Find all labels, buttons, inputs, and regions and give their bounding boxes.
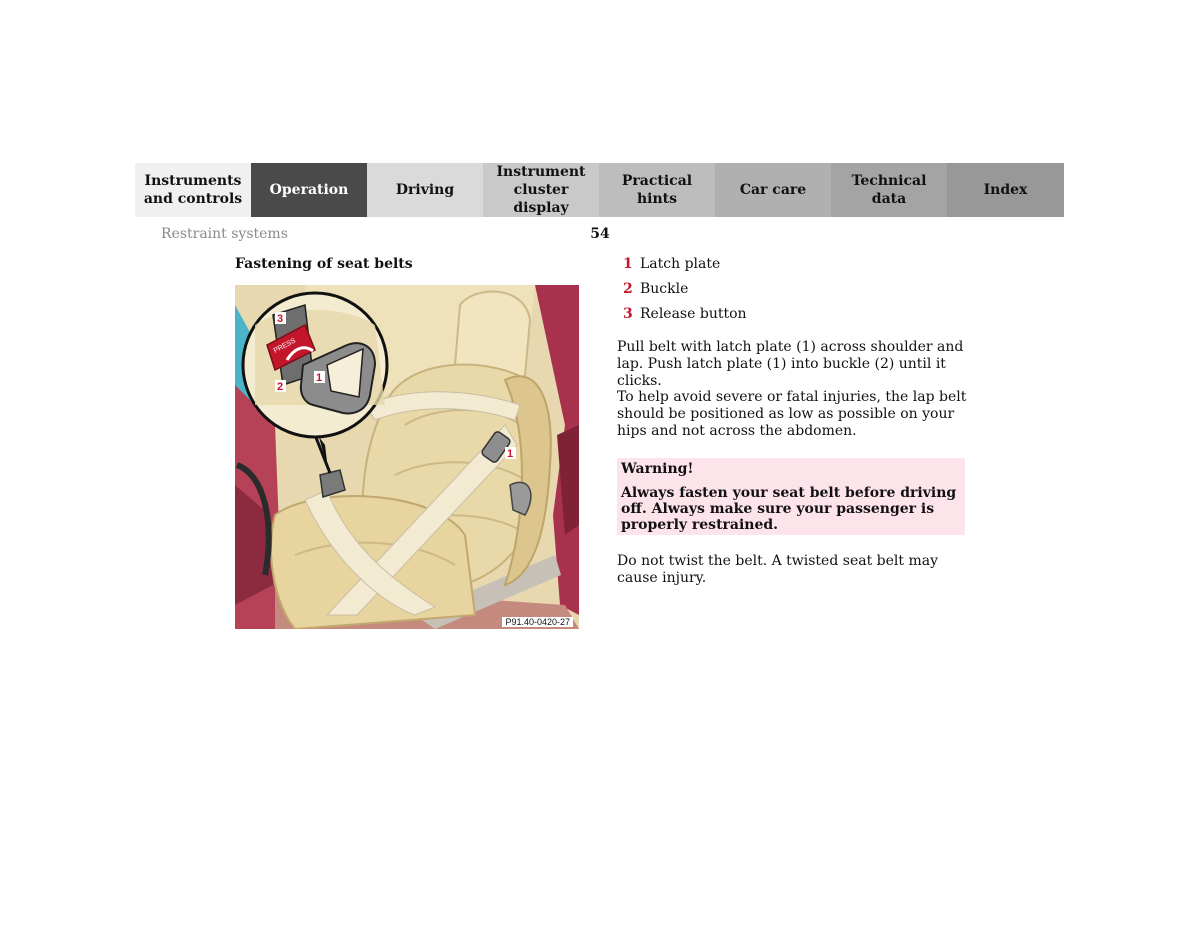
- lap-belt-paragraph: To help avoid severe or fatal injuries, the lap belt should be positioned as low as possible on your hips and not across the abdomen.: [617, 389, 967, 439]
- warning-title: Warning!: [621, 461, 694, 477]
- legend-item: [623, 256, 747, 281]
- press-label: PRESS: [272, 337, 297, 355]
- instruction-paragraph: Pull belt with latch plate (1) across shoulder and lap. Push latch plate (1) into buckle (2) until it clicks.: [617, 339, 964, 389]
- tab-practical-hints[interactable]: Practical hints: [599, 163, 715, 217]
- section-title: Restraint systems: [161, 226, 288, 242]
- legend-number: 2: [623, 281, 633, 297]
- legend-number: 3: [623, 306, 633, 322]
- seat-belt-drawing: [235, 285, 579, 629]
- callout-1-zoom: 1: [316, 372, 323, 384]
- tab-technical-data[interactable]: Technical data: [831, 163, 947, 217]
- tab-driving[interactable]: Driving: [367, 163, 483, 217]
- warning-text: Always fasten your seat belt before driving off. Always make sure your passenger is properly restrained.: [621, 485, 957, 533]
- legend-item: [623, 306, 747, 331]
- seat-belt-illustration: [235, 285, 579, 629]
- legend-item: [623, 281, 747, 306]
- warning-box: [617, 458, 965, 535]
- callout-1-seat: 1: [507, 448, 514, 460]
- tab-operation[interactable]: Operation: [251, 163, 367, 217]
- legend-number: 1: [623, 256, 633, 272]
- callout-3: 3: [277, 313, 284, 325]
- legend-label: Buckle: [640, 281, 689, 297]
- page-heading: Fastening of seat belts: [235, 256, 413, 272]
- tab-index[interactable]: Index: [947, 163, 1064, 217]
- chapter-tabs: [135, 163, 1064, 217]
- legend-label: Release button: [640, 306, 747, 322]
- page-number: 54: [590, 226, 610, 242]
- callout-2: 2: [277, 381, 284, 393]
- tab-car-care[interactable]: Car care: [715, 163, 831, 217]
- legend-label: Latch plate: [640, 256, 721, 272]
- tab-instruments-and-controls[interactable]: Instruments and controls: [135, 163, 251, 217]
- tab-instrument-cluster-display[interactable]: Instrument cluster display: [483, 163, 599, 217]
- twist-belt-paragraph: Do not twist the belt. A twisted seat belt may cause injury.: [617, 553, 938, 586]
- figure-code: P91.40-0420-27: [502, 617, 573, 627]
- legend-list: [623, 256, 747, 331]
